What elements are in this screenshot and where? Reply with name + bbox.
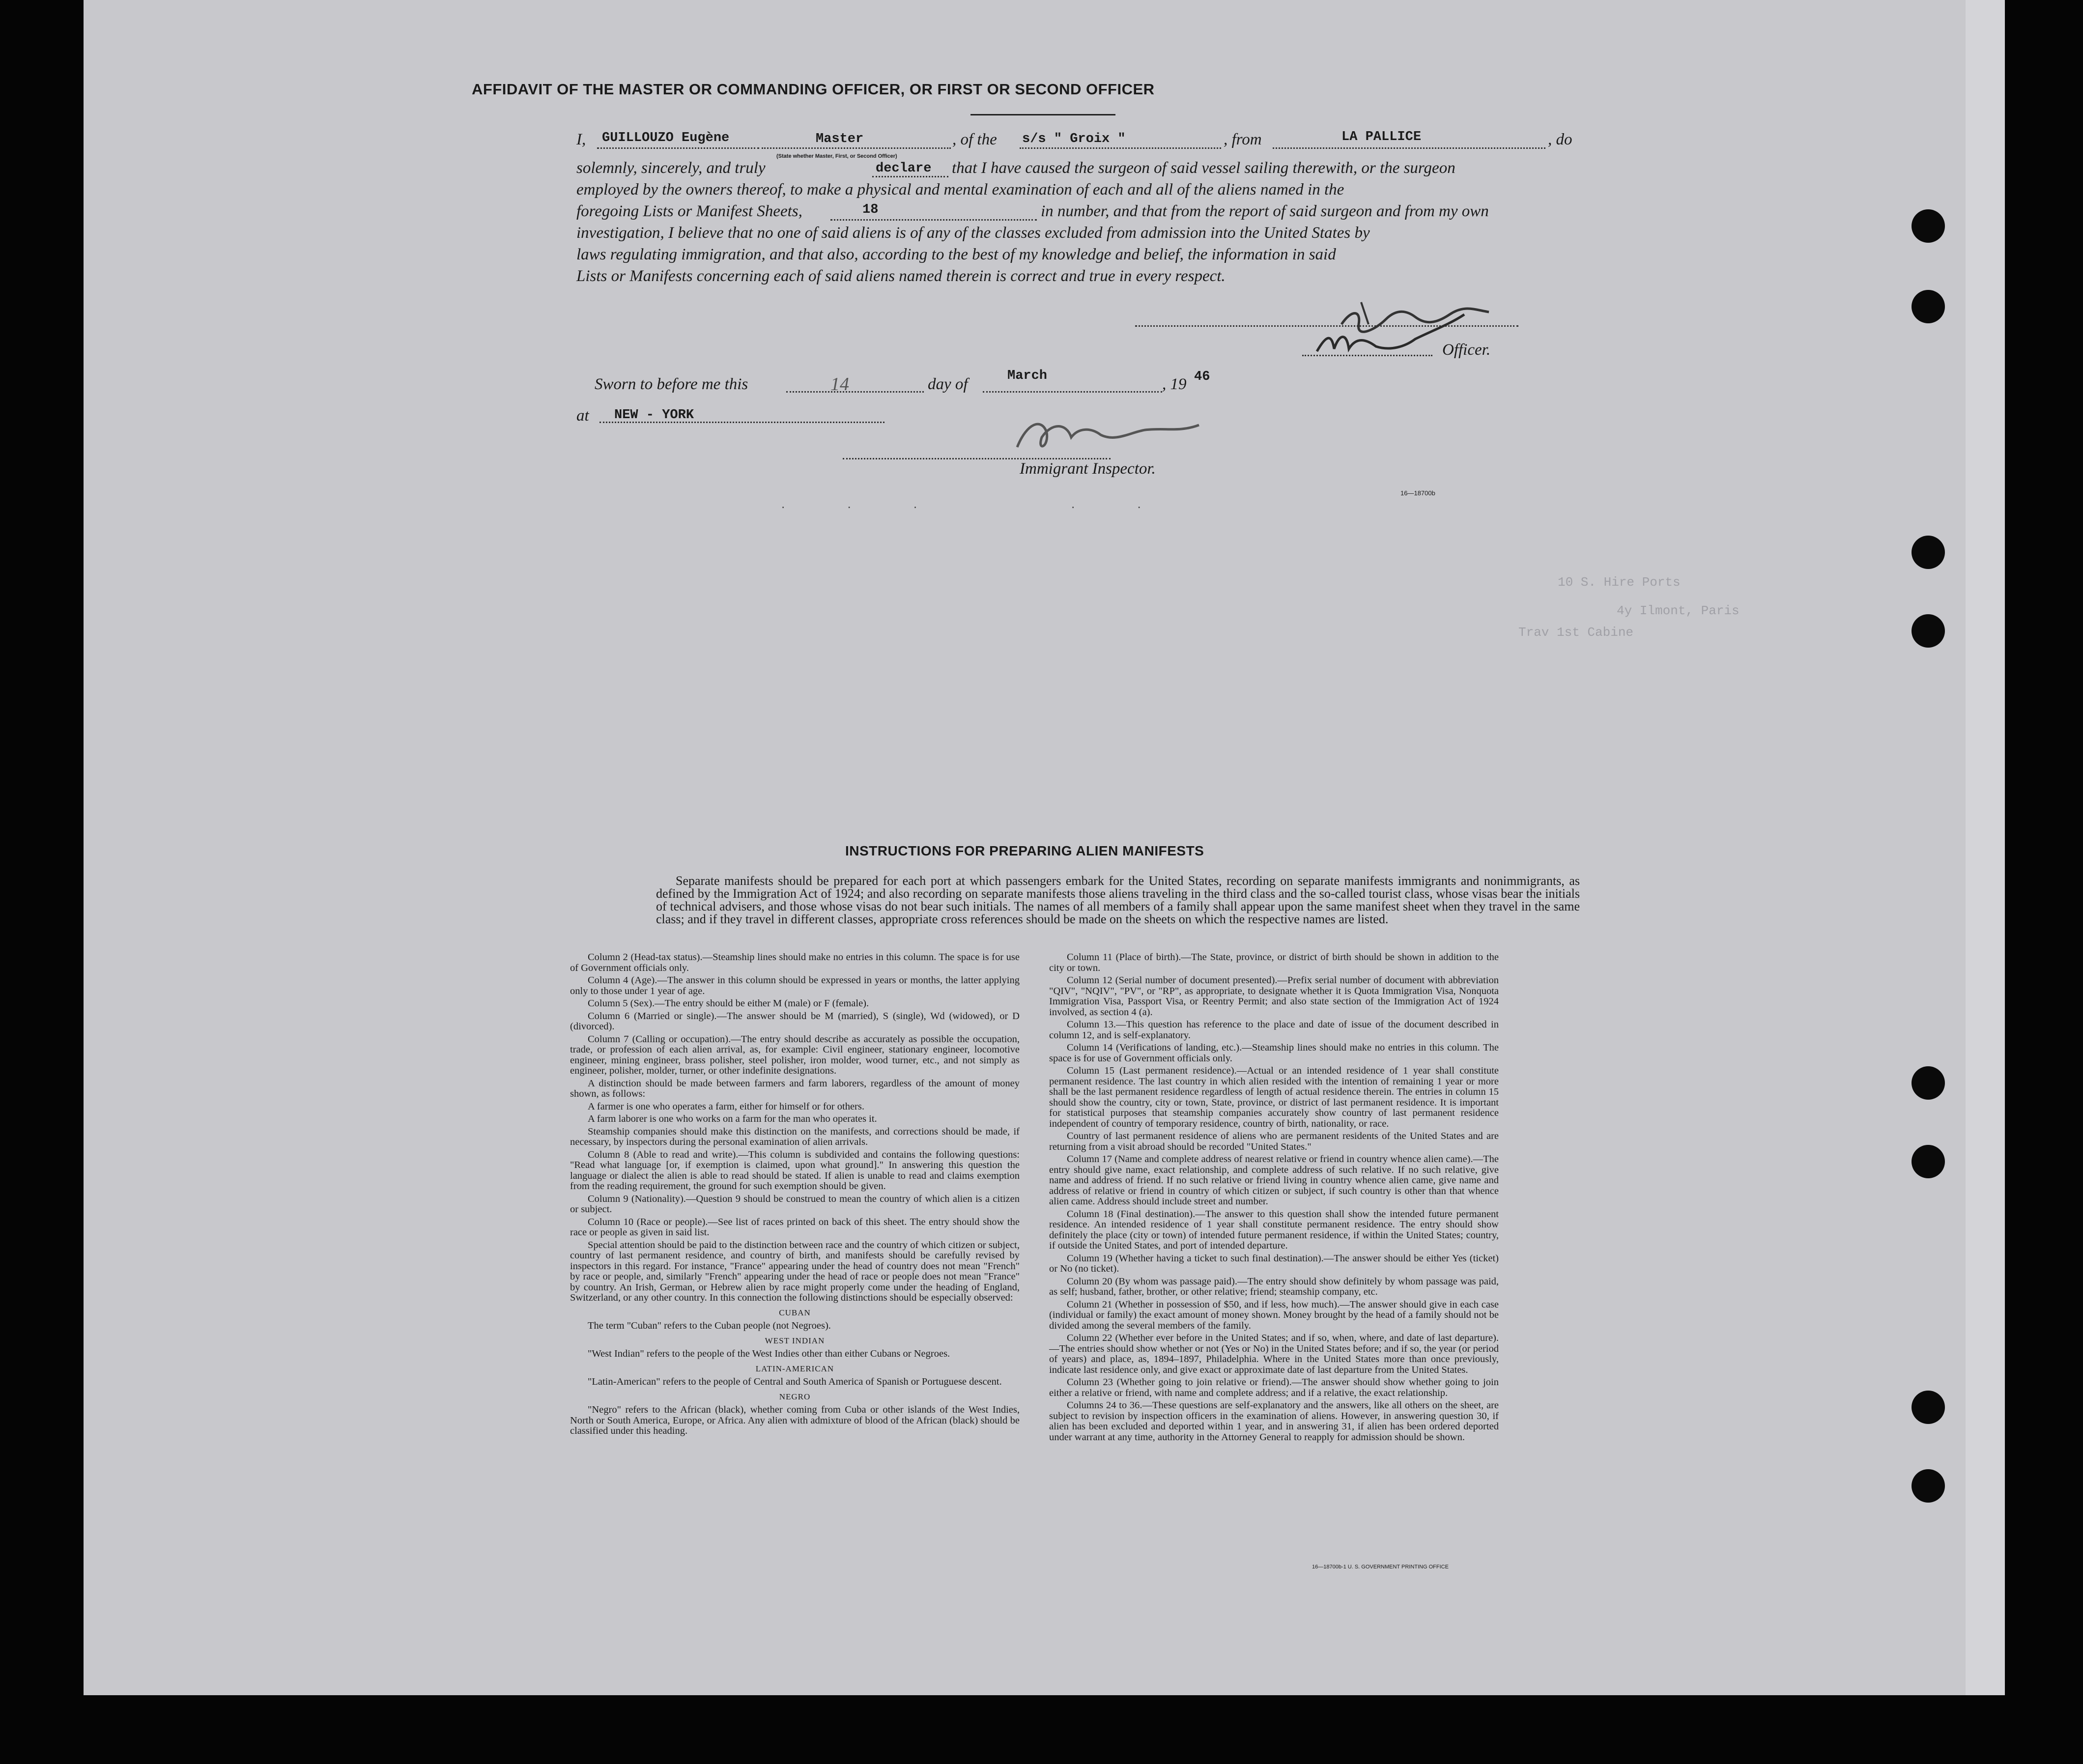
from-text: , from <box>1224 131 1262 148</box>
title-held-line <box>762 147 951 149</box>
instruction-paragraph: A farm laborer is one who works on a farm for the man who operates it. <box>588 1113 877 1124</box>
sheet-count: 18 <box>862 202 879 217</box>
instruction-paragraph: Column 7 (Calling or occupation).—The entry should describe as accurately as possible the occupation, trade, or profession of each alien arrival, as, for example: Civil engineer, stationary engineer, locomotive engineer, mining engineer, brass polisher, steel polisher, iron molder, wood turner, etc., and not simply as engineer, polisher, molder, turner, or other indefinite designations. <box>570 1033 1020 1076</box>
instruction-paragraph: Column 22 (Whether ever before in the United States; and if so, when, where, and date of last departure).—The entries should show whether or not (Yes or No) in the United States before; and if so, the year (or period of years) and place, as, 1894–1897, Philadelphia. Where in the United States more than once previously, indicate last residence only, and give exact or approximate date of last departure from the United States. <box>1049 1333 1499 1375</box>
binder-hole-2 <box>1912 290 1945 323</box>
instruction-paragraph: Column 23 (Whether going to join relative or friend).—The answer should show whether going to join either a relative or friend, with name and complete address; and if a relative, the exact relationship. <box>1049 1377 1499 1398</box>
sworn-place: NEW - YORK <box>614 408 694 423</box>
declaration-word: declare <box>876 161 932 176</box>
port-name: LA PALLICE <box>1341 130 1422 144</box>
binder-hole-6 <box>1912 1145 1945 1178</box>
instruction-paragraph: Column 4 (Age).—The answer in this column should be expressed in years or months, the latter applying only to those under 1 year of age. <box>570 975 1020 996</box>
declaration-line <box>872 176 948 177</box>
instruction-paragraph: A farmer is one who operates a farm, either for himself or for others. <box>588 1101 864 1112</box>
instruction-paragraph: Column 14 (Verifications of landing, etc.).—Steamship lines should make no entries in this column. The space is for use of Government officials only. <box>1049 1042 1499 1064</box>
instruction-paragraph: Column 12 (Serial number of document presented).—Prefix serial number of document with abbreviation "QIV", "NQIV", "PV", or "RP", as appropriate, to designate whether it is Quota Immigration Visa, Nonquota Immigration Visa, Passport Visa, or Reentry Permit; and also state section of the Immigration Act of 1924 involved, as section 4 (a). <box>1049 975 1499 1018</box>
affidavit-i: I, <box>576 131 586 148</box>
inspector-label: Immigrant Inspector. <box>1020 460 1156 478</box>
year-prefix: , 19 <box>1162 375 1187 393</box>
binder-hole-4 <box>1912 614 1945 648</box>
bleed-through-text-2: 4y Ilmont, Paris <box>1617 603 1740 618</box>
instruction-paragraph: "Negro" refers to the African (black), whether coming from Cuba or other islands of the West Indies, North or South America, Europe, or Africa. Any alien with admixture of blood of the African (black) should be classified under this heading. <box>570 1404 1020 1436</box>
sworn-day: 14 <box>830 374 849 395</box>
title-held: Master <box>816 132 864 146</box>
form-number: 16—18700b <box>1400 489 1435 497</box>
instruction-paragraph: Column 15 (Last permanent residence).—Actual or an intended residence of 1 year shall constitute permanent residence. The last country in which alien resided with the intention of remaining 1 year or more shall be the last permanent residence regardless of length of actual residence therein. The entries in column 15 should show the country, city or town, State, province, or district of last permanent residence. It is important for statistical purposes that steamship companies accurately show country of last permanent residence independent of country of temporary residence, country of birth, nationality, or race. <box>1049 1065 1499 1129</box>
instruction-paragraph: Column 9 (Nationality).—Question 9 should be construed to mean the country of which alien is a citizen or subject. <box>570 1193 1020 1215</box>
month-line <box>983 391 1162 393</box>
line5: investigation, I believe that no one of said aliens is of any of the classes excluded from admission into the United States by <box>576 224 1370 242</box>
section-heading: WEST INDIAN <box>765 1336 825 1345</box>
section-heading: LATIN-AMERICAN <box>755 1364 834 1373</box>
do-text: , do <box>1548 131 1572 148</box>
line4-a: foregoing Lists or Manifest Sheets, <box>576 202 802 220</box>
instruction-paragraph: Column 20 (By whom was passage paid).—The entry should show definitely by whom passage was paid, as self; husband, father, brother, or other relative; friend; steamship company, etc. <box>1049 1276 1499 1297</box>
instruction-paragraph: A distinction should be made between farmers and farm laborers, regardless of the amount of money shown, as follows: <box>570 1078 1020 1099</box>
state-note: (State whether Master, First, or Second Officer) <box>776 153 897 159</box>
instruction-paragraph: Column 5 (Sex).—The entry should be either M (male) or F (female). <box>588 998 869 1009</box>
instruction-paragraph: Column 8 (Able to read and write).—This column is subdivided and contains the following questions: "Read what language [or, if exemption is claimed, upon what ground]." In answering this question the language or dialect the alien is able to read should be stated. If alien is unable to read and claims exemption from the reading requirement, the ground for such exemption should be given. <box>570 1149 1020 1192</box>
instruction-paragraph: Column 21 (Whether in possession of $50, and if less, how much).—The answer should give in each case (individual or family) the exact amount of money shown. Money brought by the head of a family should not be divided among the several members of the family. <box>1049 1299 1499 1331</box>
sworn-month: March <box>1007 369 1048 383</box>
inspector-line <box>843 458 1111 459</box>
instruction-paragraph: Column 18 (Final destination).—The answer to this question shall show the intended future permanent residence. An intended residence of 1 year shall constitute permanent residence. The entry should show definitely the place (city or town) of intended future permanent residence, if within the United States; country, if outside the United States, and port of intended departure. <box>1049 1208 1499 1251</box>
instruction-paragraph: Column 19 (Whether having a ticket to such final destination).—The answer should be either Yes (ticket) or No (no ticket). <box>1049 1252 1499 1274</box>
section-heading: NEGRO <box>779 1392 811 1401</box>
binder-hole-5 <box>1912 1066 1945 1100</box>
instructions-title: INSTRUCTIONS FOR PREPARING ALIEN MANIFESTS <box>845 843 1204 858</box>
right-edge-strip <box>1966 0 2005 1695</box>
line2-b: that I have caused the surgeon of said vessel sailing therewith, or the surgeon <box>952 159 1455 177</box>
day-of-text: day of <box>928 375 968 393</box>
instructions-left-column <box>570 952 1020 1439</box>
line7: Lists or Manifests concerning each of said aliens named therein is correct and true in every respect. <box>576 267 1226 285</box>
instruction-paragraph: Column 6 (Married or single).—The answer should be M (married), S (single), Wd (widowed), or D (divorced). <box>570 1010 1020 1032</box>
instruction-paragraph: Column 13.—This question has reference to the place and date of issue of the document described in column 12, and is self-explanatory. <box>1049 1019 1499 1041</box>
year-suffix: 46 <box>1194 370 1210 384</box>
printer-mark: 16—18700b-1 U. S. GOVERNMENT PRINTING OFFICE <box>1312 1564 1449 1570</box>
instruction-paragraph: Column 2 (Head-tax status).—Steamship lines should make no entries in this column. The space is for use of Government officials only. <box>570 952 1020 973</box>
binder-hole-3 <box>1912 536 1945 569</box>
instruction-paragraph: "Latin-American" refers to the people of Central and South America of Spanish or Portuguese descent. <box>588 1376 1002 1387</box>
instruction-paragraph: Column 17 (Name and complete address of nearest relative or friend in country whence alien came).—The entry should give name, exact relationship, and complete address of such relative. If no such relative, give name and address of friend. If no such relative or friend living in country whence alien came, give name and address of relative or friend in country of which citizen or subject, if such country is other than that whence alien came. Address should include street and number. <box>1049 1154 1499 1207</box>
binder-hole-8 <box>1912 1469 1945 1503</box>
instructions-right-column <box>1049 952 1499 1445</box>
bleed-through-text-3: Trav 1st Cabine <box>1518 625 1634 640</box>
at-text: at <box>576 407 589 425</box>
affidavit-title: AFFIDAVIT OF THE MASTER OR COMMANDING OFFICER, OR FIRST OR SECOND OFFICER <box>472 81 1155 98</box>
line3: employed by the owners thereof, to make a physical and mental examination of each and all of the aliens named in the <box>576 181 1344 199</box>
vessel-line <box>1020 147 1221 149</box>
officer-label: Officer. <box>1442 341 1491 359</box>
intro-paragraph: Separate manifests should be prepared for each port at which passengers embark for the United States, recording on separate manifests immigrants and nonimmigrants, as defined by the Immigration Act of 1924; and also recording on separate manifests those aliens traveling in the third class and the so-called tourist class, whose visas bear the initials of technical advisers, and those whose visas do not bear such initials. The names of all members of a family shall appear upon the same manifest sheet when they travel in the same class; and if they travel in different classes, appropriate cross references should be made on the sheets on which the respective names are listed. <box>656 874 1580 926</box>
instruction-paragraph: Column 10 (Race or people).—See list of races printed on back of this sheet. The entry should show the race or people as given in said list. <box>570 1216 1020 1238</box>
line6: laws regulating immigration, and that also, according to the best of my knowledge and belief, the information in said <box>576 246 1336 263</box>
port-line <box>1273 147 1545 149</box>
line4-b: in number, and that from the report of said surgeon and from my own <box>1041 202 1489 220</box>
manifest-sheet <box>84 0 1966 1695</box>
master-name-line <box>597 147 759 149</box>
instruction-paragraph: Special attention should be paid to the distinction between race and the country of which citizen or subject, country of last permanent residence, and country of birth, and manifests should be carefully revised by inspectors in this regard. For instance, "France" appearing under the head of country does not mean "French" by race or people, and, similarly "French" appearing under the head of race or people does not mean "France" by country. An Irish, German, or Hebrew alien by race might properly come under the heading of England, Switzerland, or any other country. In this connection the following distinctions should be especially observed: <box>570 1239 1020 1303</box>
instruction-paragraph: Country of last permanent residence of aliens who are permanent residents of the United States and are returning from a visit abroad should be recorded "United States." <box>1049 1131 1499 1152</box>
sworn-prefix: Sworn to before me this <box>595 375 748 393</box>
stray-dots-row: . . . <box>781 496 947 511</box>
instruction-paragraph: Column 11 (Place of birth).—The State, province, or district of birth should be shown in addition to the city or town. <box>1049 952 1499 973</box>
title-rule <box>970 114 1115 115</box>
instruction-paragraph: "West Indian" refers to the people of the West Indies other than either Cubans or Negroes. <box>588 1348 950 1359</box>
vessel-name: s/s " Groix " <box>1022 132 1126 146</box>
stray-dots-row-2: . . <box>1071 496 1170 511</box>
inspector-signature <box>1007 403 1214 462</box>
instruction-paragraph: Columns 24 to 36.—These questions are self-explanatory and the answers, like all others on the sheet, are subject to revision by inspection officers in the examination of aliens. However, in answering question 30, if alien has been excluded and deported within 1 year, and in answering 31, if alien has been ordered deported under warrant at any time, authority in the Attorney General to reapply for admission should be shown. <box>1049 1400 1499 1443</box>
instruction-paragraph: The term "Cuban" refers to the Cuban people (not Negroes). <box>588 1320 831 1331</box>
instruction-paragraph: Steamship companies should make this distinction on the manifests, and corrections should be made, if necessary, by inspectors during the personal examination of alien arrivals. <box>570 1126 1020 1147</box>
bleed-through-text-1: 10 S. Hire Ports <box>1558 575 1681 590</box>
section-heading: CUBAN <box>779 1308 811 1317</box>
sheet-count-line <box>830 219 1037 221</box>
binder-hole-1 <box>1912 209 1945 243</box>
of-the-text: , of the <box>952 131 997 148</box>
instructions-intro <box>656 875 1580 926</box>
master-name: GUILLOUZO Eugène <box>602 131 730 145</box>
binder-hole-7 <box>1912 1391 1945 1424</box>
sworn-day-line <box>786 391 924 393</box>
line2-a: solemnly, sincerely, and truly <box>576 159 766 177</box>
